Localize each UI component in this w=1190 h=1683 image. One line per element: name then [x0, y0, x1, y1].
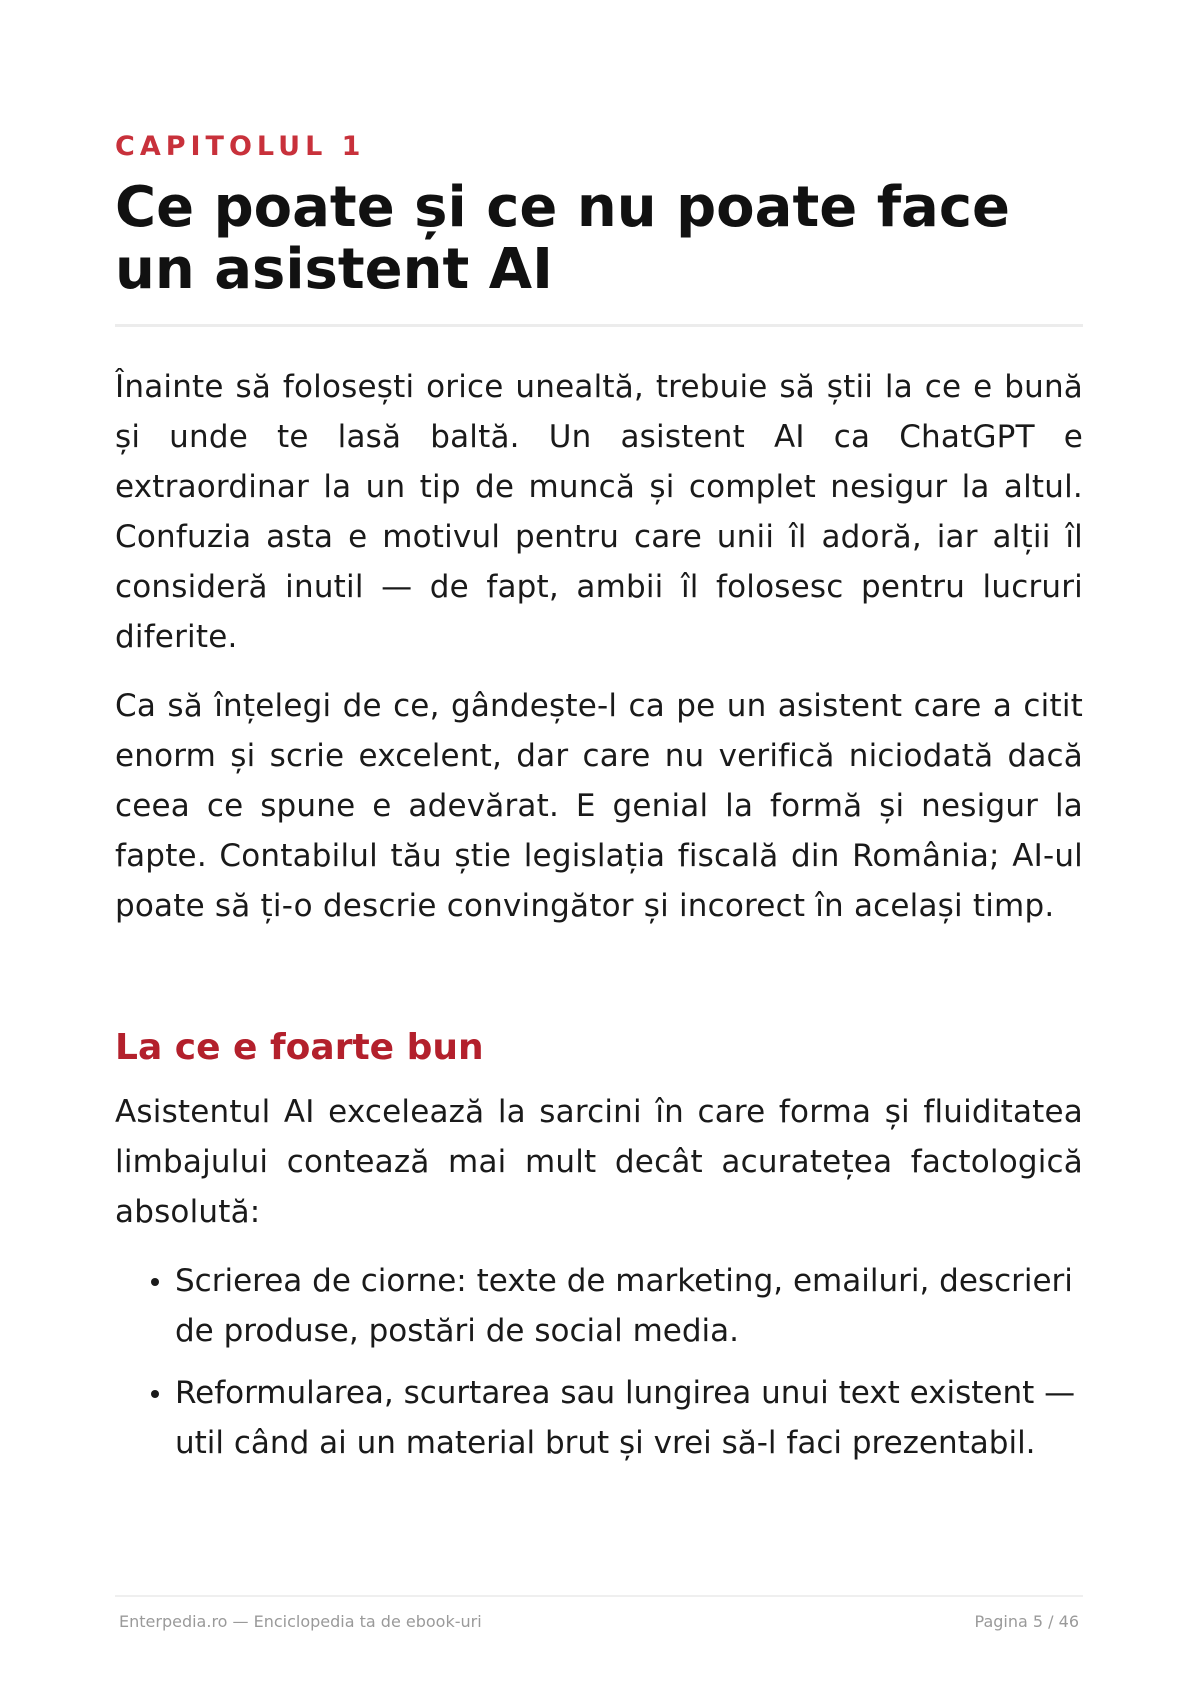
- paragraph-intro: Înainte să folosești orice unealtă, trebuie să știi la ce e bună și unde te lasă baltă. Un asistent AI ca ChatGPT e extraordinar la un tip de muncă și complet nesigur la altul. Confuzia asta e motivul pentru care unii îl adoră, iar alții îl consideră inutil — de fapt, ambii îl folosesc pentru lucruri diferite.: [115, 369, 1083, 655]
- list-item-text: Scrierea de ciorne: texte de marketing, emailuri, descrieri de produse, postări de social media.: [175, 1263, 1073, 1349]
- paragraph-analogy: Ca să înțelegi de ce, gândește-l ca pe un asistent care a citit enorm și scrie excelent, dar care nu verifică niciodată dacă ceea ce spune e adevărat. E genial la formă și nesigur la fapte. Contabilul tău știe legislația fiscală din România; AI-ul poate să ți-o descrie convingător și incorect în același timp.: [115, 688, 1083, 924]
- title-divider: [115, 324, 1083, 327]
- list-item-text: Reformularea, scurtarea sau lungirea unui text existent — util când ai un material brut și vrei să-l faci prezentabil.: [175, 1375, 1076, 1461]
- footer-divider: [115, 1595, 1083, 1597]
- list-item: [151, 1368, 1083, 1468]
- section-heading: La ce e foarte bun: [115, 1027, 484, 1068]
- bullet-list: [151, 1256, 1083, 1480]
- footer-page-number: Pagina 5 / 46: [974, 1612, 1079, 1631]
- bullet-dot-icon: [151, 1278, 159, 1286]
- chapter-title: Ce poate și ce nu poate face un asistent AI: [115, 175, 1011, 302]
- paragraph-section-intro: Asistentul AI excelează la sarcini în care forma și fluiditatea limbajului contează mai mult decât acuratețea factologică absolută:: [115, 1094, 1083, 1230]
- chapter-label: CAPITOLUL 1: [115, 131, 366, 162]
- list-item: [151, 1256, 1083, 1356]
- document-page: [115, 0, 1083, 1683]
- footer-site: Enterpedia.ro — Enciclopedia ta de ebook-uri: [119, 1612, 482, 1631]
- bullet-dot-icon: [151, 1390, 159, 1398]
